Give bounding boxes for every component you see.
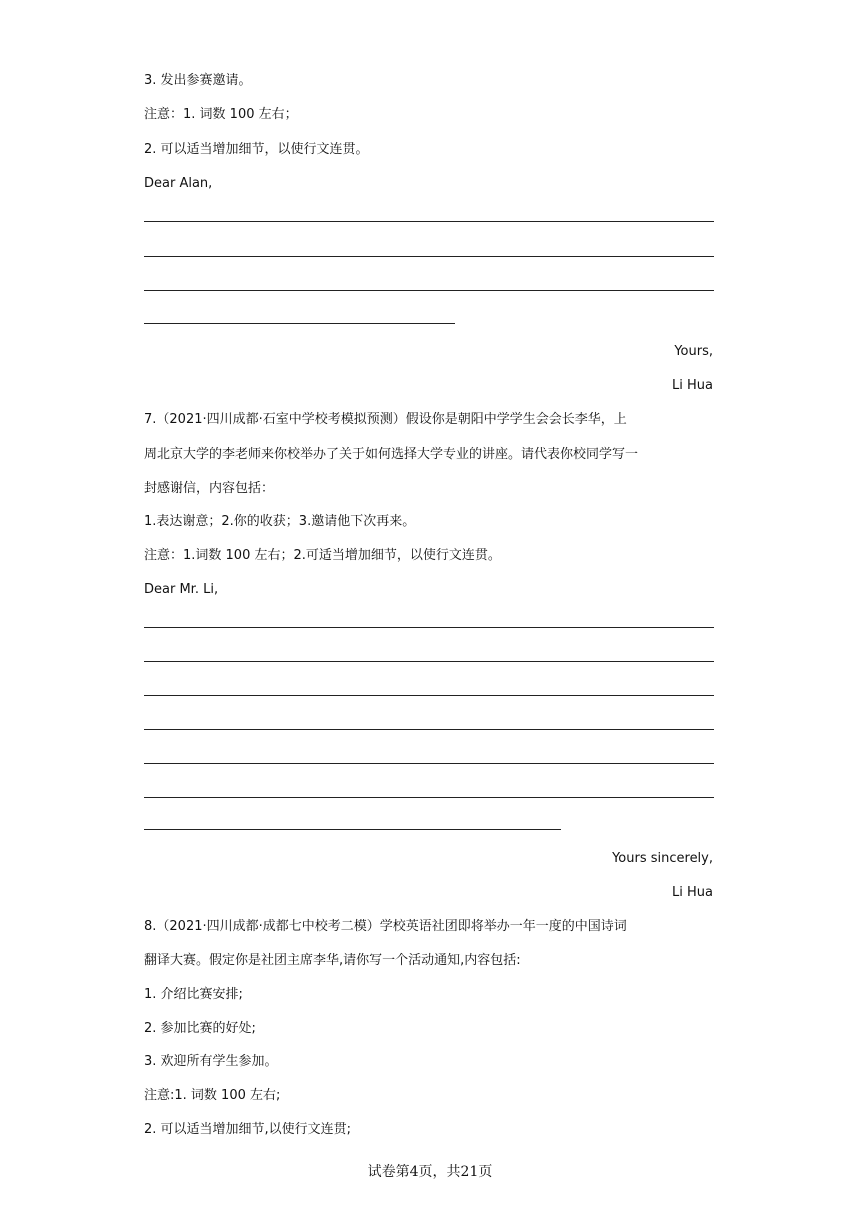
question-7-line-2: 周北京大学的李老师来你校举办了关于如何选择大学专业的讲座。请代表你校同学写一 <box>144 447 639 462</box>
question-7-note: 注意：1.词数 100 左右；2.可适当增加细节，以使行文连贯。 <box>144 548 501 563</box>
question-7-line-1: 7.（2021·四川成都·石室中学校考模拟预测）假设你是朝阳中学学生会会长李华，上 <box>144 412 627 427</box>
answer-line <box>144 797 714 798</box>
answer-line <box>144 221 714 222</box>
answer-line <box>144 729 714 730</box>
note-details: 2. 可以适当增加细节,以使行文连贯; <box>144 1122 352 1137</box>
closing: Yours sincerely, <box>612 851 713 866</box>
task-item-3: 3. 欢迎所有学生参加。 <box>144 1054 278 1069</box>
answer-line <box>144 695 714 696</box>
note-details: 2. 可以适当增加细节，以使行文连贯。 <box>144 142 369 157</box>
answer-line <box>144 256 714 257</box>
answer-line-short <box>144 323 455 324</box>
closing: Yours, <box>674 344 713 359</box>
answer-line-short <box>144 829 561 830</box>
question-7-requirements: 1.表达谢意；2.你的收获；3.邀请他下次再来。 <box>144 514 416 529</box>
answer-line <box>144 290 714 291</box>
salutation: Dear Alan, <box>144 176 213 191</box>
signature: Li Hua <box>672 378 713 393</box>
answer-line <box>144 763 714 764</box>
question-8-line-1: 8.（2021·四川成都·成都七中校考二模）学校英语社团即将举办一年一度的中国诗词 <box>144 919 627 934</box>
page-footer: 试卷第4页，共21页 <box>367 1164 493 1180</box>
answer-line <box>144 627 714 628</box>
task-item-1: 1. 介绍比赛安排; <box>144 987 243 1002</box>
task-item-3: 3. 发出参赛邀请。 <box>144 73 252 88</box>
question-8-line-2: 翻译大赛。假定你是社团主席李华,请你写一个活动通知,内容包括: <box>144 953 521 968</box>
signature: Li Hua <box>672 885 713 900</box>
task-item-2: 2. 参加比赛的好处; <box>144 1021 256 1036</box>
note-word-count: 注意:1. 词数 100 左右; <box>144 1088 281 1103</box>
note-word-count: 注意：1. 词数 100 左右； <box>144 107 298 122</box>
question-7-line-3: 封感谢信，内容包括： <box>144 481 275 496</box>
salutation: Dear Mr. Li, <box>144 582 219 597</box>
answer-line <box>144 661 714 662</box>
